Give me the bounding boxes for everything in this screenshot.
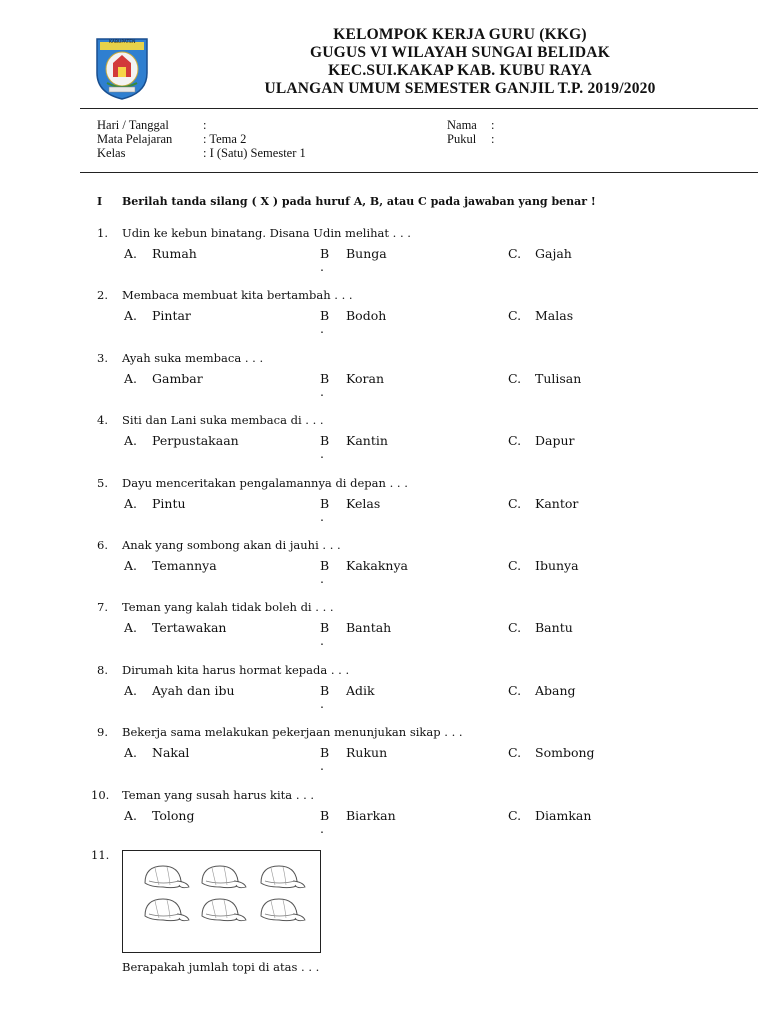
option-letter-a: A. (124, 620, 138, 635)
cap-icon (261, 866, 305, 888)
question-text: Dirumah kita harus hormat kepada . . . (122, 663, 350, 677)
option-b-text: Kelas (346, 496, 381, 511)
header-line-1: KELOMPOK KERJA GURU (KKG) (333, 26, 587, 43)
option-c-text: Kantor (535, 496, 579, 511)
kabupaten-logo (93, 33, 151, 101)
option-letter-b: B (320, 745, 330, 760)
option-letter-b-dot: . (320, 446, 324, 461)
option-c-text: Ibunya (535, 558, 579, 573)
option-letter-b: B (320, 683, 330, 698)
option-b-text: Bantah (346, 620, 392, 635)
option-a-text: Gambar (152, 371, 203, 386)
option-letter-b: B (320, 308, 330, 323)
option-letter-b-dot: . (320, 696, 324, 711)
question-number: 1. (97, 226, 108, 240)
cap-icon (261, 899, 305, 921)
option-letter-b: B (320, 371, 330, 386)
option-letter-a: A. (124, 246, 138, 261)
option-letter-a: A. (124, 683, 138, 698)
option-letter-b-dot: . (320, 758, 324, 773)
option-c-text: Malas (535, 308, 574, 323)
question-text: Teman yang susah harus kita . . . (122, 788, 315, 802)
option-letter-a: A. (124, 558, 138, 573)
option-letter-a: A. (124, 745, 138, 760)
kelas-value: : I (Satu) Semester 1 (203, 146, 306, 160)
option-letter-c: C. (508, 808, 522, 823)
question-number: 2. (97, 288, 108, 302)
info-divider (80, 172, 758, 173)
question-number: 5. (97, 476, 108, 490)
option-c-text: Diamkan (535, 808, 592, 823)
hari-label: Hari / Tanggal (97, 118, 169, 132)
cap-icon (145, 899, 189, 921)
option-a-text: Rumah (152, 246, 197, 261)
option-c-text: Gajah (535, 246, 572, 261)
option-c-text: Bantu (535, 620, 573, 635)
option-a-text: Temannya (152, 558, 217, 573)
option-a-text: Perpustakaan (152, 433, 239, 448)
question-number: 11. (91, 848, 110, 862)
nama-label: Nama (447, 118, 477, 132)
question-text: Ayah suka membaca . . . (122, 351, 264, 365)
option-a-text: Nakal (152, 745, 190, 760)
question-text: Bekerja sama melakukan pekerjaan menunjukan sikap . . . (122, 725, 463, 739)
option-b-text: Bodoh (346, 308, 387, 323)
option-a-text: Tolong (152, 808, 195, 823)
picture-box (122, 850, 321, 953)
header-divider (80, 108, 758, 109)
question-text: Teman yang kalah tidak boleh di . . . (122, 600, 334, 614)
option-letter-a: A. (124, 496, 138, 511)
option-letter-b: B (320, 496, 330, 511)
option-letter-c: C. (508, 620, 522, 635)
option-letter-c: C. (508, 371, 522, 386)
option-letter-b-dot: . (320, 259, 324, 274)
option-letter-c: C. (508, 246, 522, 261)
option-letter-a: A. (124, 371, 138, 386)
option-letter-b-dot: . (320, 509, 324, 524)
question-number: 6. (97, 538, 108, 552)
mapel-value: : Tema 2 (203, 132, 247, 146)
option-letter-c: C. (508, 433, 522, 448)
option-a-text: Pintar (152, 308, 191, 323)
option-b-text: Kakaknya (346, 558, 408, 573)
header-line-2: GUGUS VI WILAYAH SUNGAI BELIDAK (310, 44, 610, 61)
option-letter-b: B (320, 433, 330, 448)
option-letter-b-dot: . (320, 821, 324, 836)
header-line-4: ULANGAN UMUM SEMESTER GANJIL T.P. 2019/2020 (264, 80, 656, 97)
option-letter-b-dot: . (320, 633, 324, 648)
section-number: I (97, 195, 103, 208)
question-number: 10. (91, 788, 110, 802)
option-letter-b-dot: . (320, 321, 324, 336)
option-letter-a: A. (124, 308, 138, 323)
option-letter-c: C. (508, 558, 522, 573)
option-c-text: Tulisan (535, 371, 582, 386)
option-b-text: Rukun (346, 745, 388, 760)
header-line-3: KEC.SUI.KAKAP KAB. KUBU RAYA (328, 62, 592, 79)
kelas-label: Kelas (97, 146, 126, 160)
question-text: Dayu menceritakan pengalamannya di depan . . . (122, 476, 408, 490)
option-c-text: Abang (535, 683, 576, 698)
question-text: Udin ke kebun binatang. Disana Udin melihat . . . (122, 226, 411, 240)
option-letter-a: A. (124, 808, 138, 823)
option-c-text: Sombong (535, 745, 595, 760)
option-b-text: Bunga (346, 246, 387, 261)
question-text: Siti dan Lani suka membaca di . . . (122, 413, 324, 427)
cap-icon (202, 899, 246, 921)
mapel-label: Mata Pelajaran (97, 132, 173, 146)
section-instruction: Berilah tanda silang ( X ) pada huruf A, B, atau C pada jawaban yang benar ! (122, 195, 596, 208)
option-letter-b: B (320, 808, 330, 823)
caps-illustration (123, 851, 320, 952)
option-letter-b: B (320, 558, 330, 573)
option-b-text: Kantin (346, 433, 388, 448)
cap-icon (202, 866, 246, 888)
question-text: Anak yang sombong akan di jauhi . . . (122, 538, 341, 552)
question-number: 8. (97, 663, 108, 677)
option-a-text: Ayah dan ibu (152, 683, 235, 698)
option-letter-b: B (320, 246, 330, 261)
option-letter-a: A. (124, 433, 138, 448)
option-letter-b: B (320, 620, 330, 635)
option-letter-c: C. (508, 745, 522, 760)
option-letter-b-dot: . (320, 571, 324, 586)
option-a-text: Tertawakan (152, 620, 227, 635)
pukul-label: Pukul (447, 132, 477, 146)
option-letter-c: C. (508, 308, 522, 323)
option-letter-c: C. (508, 496, 522, 511)
cap-icon (145, 866, 189, 888)
question-text: Membaca membuat kita bertambah . . . (122, 288, 353, 302)
option-b-text: Biarkan (346, 808, 396, 823)
logo-text: KABUPATEN (109, 40, 136, 45)
question-number: 7. (97, 600, 108, 614)
nama-value: : (491, 118, 495, 132)
option-letter-b-dot: . (320, 384, 324, 399)
option-c-text: Dapur (535, 433, 575, 448)
option-b-text: Adik (346, 683, 375, 698)
option-b-text: Koran (346, 371, 385, 386)
question-number: 3. (97, 351, 108, 365)
question-number: 9. (97, 725, 108, 739)
pukul-value: : (491, 132, 495, 146)
question-number: 4. (97, 413, 108, 427)
question-11-caption: Berapakah jumlah topi di atas . . . (122, 960, 320, 974)
option-a-text: Pintu (152, 496, 186, 511)
option-letter-c: C. (508, 683, 522, 698)
hari-value: : (203, 118, 207, 132)
